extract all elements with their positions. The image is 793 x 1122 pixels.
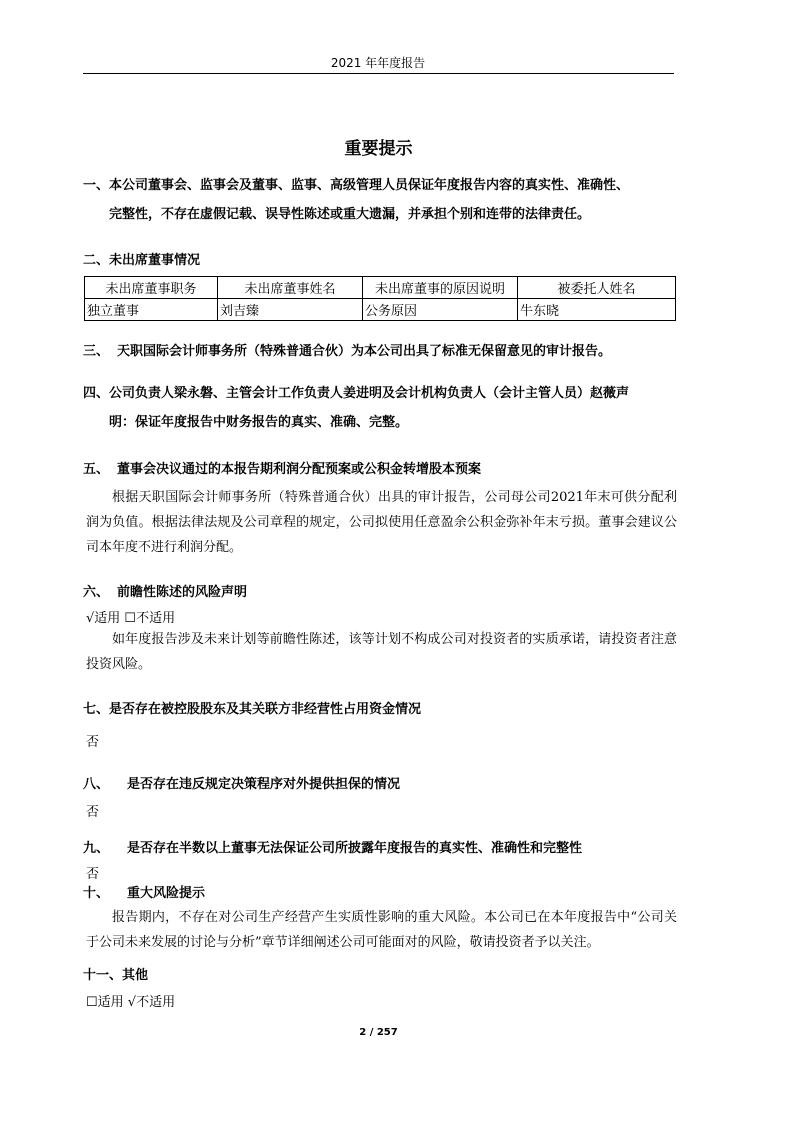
section-7-heading: 七、是否存在被控股股东及其关联方非经营性占用资金情况 [83,702,422,717]
table-cell: 公务原因 [363,299,518,321]
section-7-answer: 否 [86,735,100,750]
section-3-text: 天职国际会计师事务所（特殊普通合伙）为本公司出具了标准无保留意见的审计报告。 [117,344,612,359]
section-6-option: √适用 ☐不适用 [86,611,176,626]
section-number: 九、 [83,841,110,856]
section-9-heading [83,837,582,856]
table-header-cell: 未出席董事姓名 [218,277,363,299]
table-row [85,299,676,321]
section-6-title: 前瞻性陈述的风险声明 [117,585,248,600]
section-4-line-2: 明：保证年度报告中财务报告的真实、准确、完整。 [109,415,409,430]
section-1 [83,171,677,229]
table-header-cell: 被委托人姓名 [518,277,676,299]
page-header: 2021 年年度报告 [330,56,426,70]
section-number: 六、 [83,585,110,600]
section-3-heading [83,340,611,359]
section-8-title: 是否存在违反规定决策程序对外提供担保的情况 [127,777,401,792]
section-6-heading [83,581,247,600]
table-header-cell: 未出席董事的原因说明 [363,277,518,299]
section-1-line-1: 一、本公司董事会、监事会及董事、监事、高级管理人员保证年度报告内容的真实性、准确性、 [83,178,630,193]
section-number: 十、 [83,886,110,901]
section-2-heading: 二、未出席董事情况 [83,253,201,268]
section-1-line-2: 完整性，不存在虚假记载、误导性陈述或重大遗漏，并承担个别和连带的法律责任。 [109,207,591,222]
page-title: 重要提示 [344,139,413,159]
section-number: 三、 [83,344,110,359]
section-9-answer: 否 [86,867,100,882]
table-header-cell: 未出席董事职务 [85,277,218,299]
section-8-answer: 否 [86,805,100,820]
section-6-body: 如年度报告涉及未来计划等前瞻性陈述，该等计划不构成公司对投资者的实质承诺，请投资者注意投资风险。 [86,632,677,672]
header-rule [83,73,674,74]
table-cell: 牛东晓 [518,299,676,321]
page-number: 2 / 257 [359,1027,398,1038]
section-10-body: 报告期内，不存在对公司生产经营产生实质性影响的重大风险。本公司已在本年度报告中“公司关于公司未来发展的讨论与分析”章节详细阐述公司可能面对的风险，敬请投资者予以关注。 [86,910,677,950]
section-11-option: ☐适用 √不适用 [86,995,176,1010]
table-cell: 独立董事 [85,299,218,321]
section-number: 八、 [83,777,110,792]
section-4-line-1: 四、公司负责人梁永磐、主管会计工作负责人姜进明及会计机构负责人（会计主管人员）赵薇声 [83,386,630,401]
section-number: 五、 [83,462,110,477]
section-5-body: 根据天职国际会计师事务所（特殊普通合伙）出具的审计报告，公司母公司2021年末可供分配利润为负值。根据法律法规及公司章程的规定，公司拟使用任意盈余公积金弥补年末亏损。董事会建议公司本年度不进行利润分配。 [86,490,677,555]
section-5-heading [83,458,481,477]
table-cell: 刘吉臻 [218,299,363,321]
section-8-heading [83,773,400,792]
section-4 [83,379,677,437]
section-11-heading: 十一、其他 [83,968,149,983]
section-9-title: 是否存在半数以上董事无法保证公司所披露年度报告的真实性、准确性和完整性 [127,841,583,856]
absent-directors-table [84,276,676,321]
section-5-title: 董事会决议通过的本报告期利润分配预案或公积金转增股本预案 [117,462,482,477]
section-10-heading [83,882,205,901]
section-10-title: 重大风险提示 [127,886,206,901]
table-header-row [85,277,676,299]
